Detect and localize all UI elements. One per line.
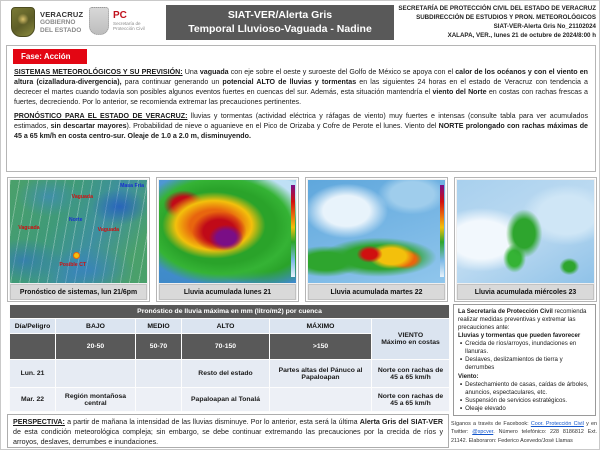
map-caption-lunes: Lluvia acumulada lunes 21 <box>159 284 296 300</box>
row2-day: Mar. 22 <box>10 388 56 412</box>
range-medio: 50-70 <box>136 334 182 360</box>
bullet-icon: • <box>460 397 463 405</box>
wind-item-2: Suspensión de servicios estratégicos. <box>465 397 568 405</box>
row1-alto: Resto del estado <box>182 360 270 388</box>
wind-header-line2: Máximo en costas <box>381 339 440 346</box>
rain-forecast-table <box>9 304 450 412</box>
veracruz-logo-line3: DEL ESTADO <box>40 26 82 34</box>
precip-colorbar-icon <box>291 185 295 277</box>
rain-hazards-header: Lluvias y tormentas que pueden favorecer <box>458 332 581 340</box>
rain-map-wednesday <box>457 180 594 283</box>
range-alto: 70-150 <box>182 334 270 360</box>
col-header-bajo: BAJO <box>56 319 136 334</box>
wind-header-line1: VIENTO <box>397 332 424 339</box>
table-row <box>10 360 450 388</box>
col-header-day: Día/Peligro <box>10 319 56 334</box>
issuer-line-3: SIAT-VER-Alerta Gris No_21102024 <box>493 22 596 30</box>
maps-row <box>7 177 598 302</box>
perspectiva-box: PERSPECTIVA: a partir de mañana la intensidad de las lluvias disminuye. Por lo anterior, esta será la última Alerta Gris del SIAT-VER de esta condición meteorológica compleja; sin embargo, se debe continuar extremando las precauciones por la crecida de ríos y arroyos, deslaves, derrumbes e inundaciones. <box>7 414 449 448</box>
col-header-maximo: MÁXIMO <box>270 319 372 334</box>
vaguada-label-2: Vaguada <box>18 225 40 232</box>
bullet-icon: • <box>460 405 463 413</box>
table-row <box>10 388 450 412</box>
header <box>1 1 600 43</box>
recommendations-box <box>453 304 596 416</box>
row2-maximo <box>270 388 372 412</box>
list-item <box>460 381 591 397</box>
row1-maximo: Partes altas del Pánuco al Papaloapan <box>270 360 372 388</box>
bulletin-title <box>166 5 394 40</box>
map-caption-martes: Lluvia acumulada martes 22 <box>308 284 445 300</box>
issuer-block <box>394 5 596 41</box>
col-header-alto: ALTO <box>182 319 270 334</box>
veracruz-shield-icon <box>11 7 35 37</box>
bullet-icon: • <box>460 340 463 348</box>
range-maximo: >150 <box>270 334 372 360</box>
bulletin-title-line1: SIAT-VER/Alerta Gris <box>227 8 333 21</box>
bullet-icon: • <box>460 356 463 364</box>
proteccion-civil-logo <box>89 7 155 35</box>
norte-label: Norte <box>68 217 83 224</box>
row2-viento: Norte con rachas de 45 a 65 km/h <box>372 388 450 412</box>
map-card-miercoles <box>454 177 597 302</box>
wind-hazards-list <box>460 381 591 413</box>
tropical-cyclone-icon <box>73 252 80 259</box>
masa-fria-label: Masa Fría <box>120 183 144 189</box>
wind-item-3: Oleaje elevado <box>465 405 506 413</box>
veracruz-logo <box>11 7 83 37</box>
recommendations-intro: La Secretaría de Protección Civil recomienda realizar medidas preventivas y extremar las precauciones ante: <box>458 308 587 332</box>
forecast-text-box <box>6 45 596 172</box>
pc-logo-text <box>113 11 155 32</box>
row1-viento: Norte con rachas de 45 a 65 km/h <box>372 360 450 388</box>
issuer-line-4: XALAPA, VER., lunes 21 de octubre de 2024/8:00 h <box>447 31 596 39</box>
issuer-line-1: SECRETARÍA DE PROTECCIÓN CIVIL DEL ESTADO DE VERACRUZ <box>398 5 596 12</box>
footer-link[interactable]: Coor. Protección Civil <box>530 421 584 427</box>
row2-alto: Papaloapan al Tonalá <box>182 388 270 412</box>
rain-item-1: Crecida de ríos/arroyos, inundaciones en llanuras. <box>465 340 577 356</box>
col-header-medio: MEDIO <box>136 319 182 334</box>
range-cell-empty <box>10 334 56 360</box>
list-item <box>460 356 591 372</box>
rain-map-tuesday <box>308 180 445 283</box>
pc-logo-subtitle: Secretaría de Protección Civil <box>113 20 145 31</box>
contact-footnote: Síganos a través de Facebook: Coor. Protección Civil y en Twitter: @spcver. Número telefónico: 228 8186812 Ext. 21142. Elaboraron: Federico Acevedo/José Llamas <box>451 421 597 444</box>
list-item <box>460 340 591 356</box>
list-item <box>460 405 591 413</box>
veracruz-logo-line2: GOBIERNO <box>40 19 76 27</box>
rain-map-monday <box>159 180 296 283</box>
veracruz-logo-line1: VERACRUZ <box>40 10 84 20</box>
map-caption-sistemas: Pronóstico de sistemas, lun 21/6pm <box>10 284 147 300</box>
bullet-icon: • <box>460 381 463 389</box>
issuer-line-2: SUBDIRECCIÓN DE ESTUDIOS Y PRON. METEOROLÓGICOS <box>416 13 596 21</box>
precip-colorbar-icon <box>440 185 444 277</box>
footer-link[interactable]: @spcver <box>472 429 494 436</box>
bulletin-title-line2: Temporal Lluvioso-Vaguada - Nadine <box>188 22 372 35</box>
wind-hazards-header: Viento: <box>458 373 479 381</box>
posible-ct-label: Posible CT <box>59 262 87 269</box>
map-caption-miercoles: Lluvia acumulada miércoles 23 <box>457 284 594 300</box>
map-card-martes <box>305 177 448 302</box>
pc-logo-abbr: PC <box>113 9 127 21</box>
row2-bajo: Región montañosa central <box>56 388 136 412</box>
vaguada-label-1: Vaguada <box>71 194 93 201</box>
sistemas-paragraph: SISTEMAS METEOROLÓGICOS Y SU PREVISIÓN: Una vaguada con eje sobre el oeste y suroeste del Golfo de México se apoya con el calor de los océanos y con el viento en altura (cizalladura-divergencia), para continuar generando un potencial ALTO de lluvias y tormentas en las siguientes 24 horas en el estado de Veracruz con tendencia a decrecer el martes cuando todavía son posibles algunos eventos fuertes en cuencas del sur. Además, esta situación mantendría el viento del Norte en costas con rachas frescas a fuertes, decreciendo. Por lo anterior, se recomienda extremar las precauciones pertinentes. <box>14 68 588 106</box>
rain-item-2: Deslaves, deslizamientos de tierra y derrumbes <box>465 356 563 372</box>
wind-item-1: Destechamiento de casas, caídas de árboles, anuncios, espectaculares, etc. <box>465 381 589 397</box>
row1-day: Lun. 21 <box>10 360 56 388</box>
table-title: Pronóstico de lluvia máxima en mm (litro/m2) por cuenca <box>10 305 450 319</box>
row1-bajo <box>56 360 136 388</box>
pc-shield-icon <box>89 7 109 35</box>
vaguada-label-3: Vaguada <box>97 227 120 234</box>
veracruz-logo-text <box>40 10 83 33</box>
pronostico-paragraph: PRONÓSTICO PARA EL ESTADO DE VERACRUZ: lluvias y tormentas (actividad eléctrica y ráfagas de viento) muy fuertes e intensas (consulte tabla para ver acumulados estimados, sin descartar mayores). Probabilidad de nieve o aguanieve en el Pico de Orizaba y Cofre de Perote el lunes. Viento del NORTE prolongado con rachas máximas de 45 a 65 km/h en costa centro-sur. Oleaje de 1.0 a 2.0 m, disminuyendo. <box>14 111 588 140</box>
rain-hazards-list <box>460 340 591 372</box>
phase-badge: Fase: Acción <box>13 49 87 64</box>
systems-forecast-map <box>10 180 147 283</box>
map-card-sistemas <box>7 177 150 302</box>
list-item <box>460 397 591 405</box>
row2-medio <box>136 388 182 412</box>
row1-medio <box>136 360 182 388</box>
range-bajo: 20-50 <box>56 334 136 360</box>
col-header-viento <box>372 319 450 360</box>
map-card-lunes <box>156 177 299 302</box>
